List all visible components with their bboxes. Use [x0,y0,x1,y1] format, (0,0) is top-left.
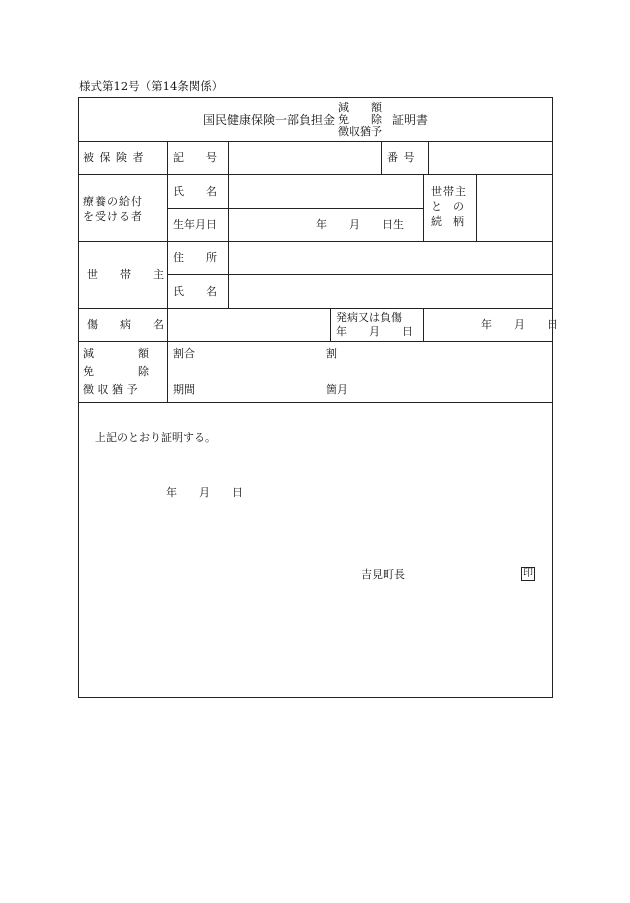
onset-label-line1: 発病又は負傷 [336,311,402,324]
reduction-label-line1: 減 額 [83,347,149,360]
title-option-exemption: 免 除 [338,113,382,126]
symbol-label: 記 号 [173,151,217,164]
reduction-label-line2: 免 除 [83,365,149,378]
seal-icon: 印 [523,568,533,579]
onset-label-line2: 年 月 日 [336,325,413,338]
insured-label: 被 保 険 者 [83,151,145,164]
address-label: 住 所 [173,251,217,264]
householder-label: 世 帯 主 [87,268,164,281]
title-suffix: 証明書 [392,113,429,127]
title-prefix: 国民健康保険一部負担金 [203,113,336,127]
address-field[interactable] [229,242,551,273]
ratio-label: 割合 [173,347,195,360]
form-number: 様式第12号（第14条関係） [79,79,224,93]
period-label: 期間 [173,383,195,396]
title-option-reduction: 減 額 [338,101,382,114]
period-unit: 箇月 [326,383,348,396]
certification-date[interactable]: 年 月 日 [166,486,243,499]
relation-label-line2: と の [431,200,464,213]
birthdate-value[interactable]: 年 月 日生 [316,218,404,231]
relation-label-line1: 世帯主 [431,185,467,198]
ratio-unit: 割 [326,347,337,360]
onset-date-value[interactable]: 年 月 日 [481,318,558,331]
recipient-name-field[interactable] [229,175,422,207]
number-field[interactable] [429,142,551,173]
householder-name-label: 氏 名 [173,285,217,298]
birthdate-label: 生年月日 [173,218,217,231]
recipient-name-label: 氏 名 [173,185,217,198]
symbol-field[interactable] [229,142,380,173]
reduction-label-line3: 徴 収 猶 予 [83,383,138,396]
relation-label-line3: 続 柄 [431,215,464,228]
recipient-label-line2: を受ける者 [83,210,143,223]
number-label: 番 号 [387,151,416,164]
recipient-label-line1: 療養の給付 [83,195,143,208]
householder-name-field[interactable] [229,275,551,307]
illness-field[interactable] [168,309,329,340]
issuer-name: 吉見町長 [361,568,405,581]
certification-statement: 上記のとおり証明する。 [95,431,216,444]
title-option-deferral: 徴収猶予 [338,125,382,138]
relation-field[interactable] [477,175,551,240]
illness-label: 傷 病 名 [87,318,164,331]
